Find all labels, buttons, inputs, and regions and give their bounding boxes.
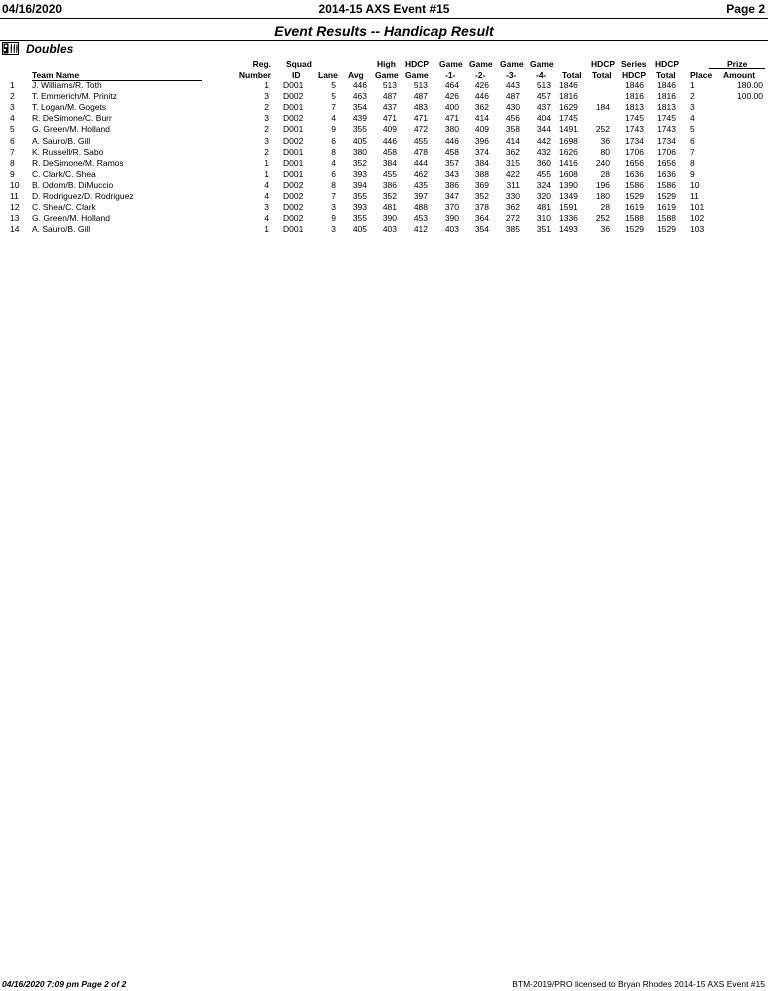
table-row	[0, 158, 768, 169]
report-header	[0, 0, 768, 19]
table-row	[0, 91, 768, 102]
cell-n: 10	[10, 179, 20, 190]
cell-avg: 354	[352, 102, 367, 113]
cell-lane: 8	[331, 179, 336, 190]
cell-team: B. Odom/B. DiMuccio	[32, 179, 114, 190]
cell-reg: 4	[264, 213, 269, 224]
col-hdcp-game-top: HDCP	[405, 59, 430, 69]
cell-series-hdcp: 1745	[625, 113, 644, 124]
cell-g4: 320	[536, 191, 551, 201]
cell-g3: 362	[505, 202, 520, 213]
cell-g1: 386	[444, 179, 459, 190]
cell-hdcp-total: 252	[595, 124, 610, 135]
underline-prize	[709, 68, 765, 69]
cell-team: D. Rodriguez/D. Rodriguez	[32, 191, 134, 201]
section-name: Doubles	[26, 42, 74, 56]
table-row	[0, 136, 768, 147]
cell-hdcp-tot2: 1636	[657, 168, 676, 179]
cell-hdcp-game: 487	[413, 91, 428, 102]
cell-hdcp-total: 80	[600, 146, 610, 157]
cell-hdcp-tot2: 1745	[657, 113, 676, 124]
cell-g3: 311	[506, 179, 520, 190]
cell-hdcp-tot2: 1619	[657, 202, 676, 213]
cell-avg: 352	[352, 157, 367, 168]
col-game2-top: Game	[469, 59, 493, 69]
cell-place: 10	[690, 179, 700, 190]
cell-g4: 404	[536, 113, 551, 124]
cell-hdcp-tot2: 1743	[657, 124, 676, 135]
cell-squad: D001	[283, 80, 304, 90]
cell-n: 13	[10, 213, 20, 224]
cell-high: 455	[382, 168, 397, 179]
cell-lane: 4	[331, 157, 336, 168]
cell-series-hdcp: 1586	[625, 179, 644, 190]
cell-g2: 352	[474, 191, 489, 201]
col-reg-top: Reg.	[252, 59, 271, 69]
cell-hdcp-tot2: 1529	[657, 224, 676, 235]
cell-place: 9	[690, 168, 695, 179]
cell-g1: 357	[444, 157, 459, 168]
cell-hdcp-game: 435	[413, 179, 428, 190]
cell-avg: 405	[352, 224, 367, 235]
cell-reg: 2	[264, 102, 269, 113]
cell-high: 352	[382, 191, 397, 201]
col-hdcp-game-bottom: Game	[405, 70, 429, 80]
cell-g1: 347	[444, 191, 459, 201]
report-title-bar	[0, 22, 768, 41]
cell-reg: 2	[264, 146, 269, 157]
cell-lane: 9	[331, 213, 336, 224]
cell-hdcp-total: 28	[600, 202, 610, 213]
cell-g4: 432	[536, 146, 551, 157]
footer-print-info: 04/16/2020 7:09 pm Page 2 of 2	[2, 979, 127, 989]
col-game3-top: Game	[500, 59, 524, 69]
cell-team: G. Green/M. Holland	[32, 124, 110, 135]
cell-reg: 1	[264, 224, 269, 235]
cell-hdcp-game: 397	[413, 191, 428, 201]
cell-g1: 380	[444, 124, 459, 135]
cell-avg: 394	[352, 179, 367, 190]
cell-high: 384	[382, 157, 397, 168]
cell-lane: 6	[331, 135, 336, 146]
cell-n: 12	[10, 202, 20, 213]
cell-series-hdcp: 1529	[625, 224, 644, 235]
cell-reg: 1	[264, 157, 269, 168]
cell-place: 5	[690, 124, 695, 135]
cell-prize: 100.00	[737, 91, 763, 102]
cell-lane: 7	[331, 191, 336, 201]
cell-place: 2	[690, 91, 695, 102]
cell-squad: D002	[283, 191, 304, 201]
cell-g2: 446	[474, 91, 489, 102]
cell-place: 11	[690, 191, 699, 201]
cell-series-hdcp: 1734	[625, 135, 644, 146]
cell-reg: 4	[264, 191, 269, 201]
cell-g1: 370	[444, 202, 459, 213]
cell-hdcp-game: 488	[413, 202, 428, 213]
cell-g3: 487	[505, 91, 520, 102]
cell-lane: 7	[331, 102, 336, 113]
cell-place: 1	[690, 80, 695, 90]
cell-hdcp-total: 240	[595, 157, 610, 168]
cell-series-hdcp: 1636	[625, 168, 644, 179]
cell-reg: 1	[264, 168, 269, 179]
cell-lane: 3	[331, 224, 336, 235]
cell-reg: 3	[264, 202, 269, 213]
cell-g3: 358	[505, 124, 520, 135]
cell-series-hdcp: 1656	[625, 157, 644, 168]
cell-g2: 354	[474, 224, 489, 235]
col-series-bottom: HDCP	[622, 70, 647, 80]
cell-g3: 422	[505, 168, 520, 179]
cell-series-hdcp: 1816	[625, 91, 644, 102]
table-row	[0, 213, 768, 224]
col-squad-bottom: ID	[292, 70, 301, 80]
cell-place: 103	[690, 224, 705, 235]
cell-hdcp-tot2: 1586	[657, 179, 676, 190]
cell-hdcp-game: 455	[413, 135, 428, 146]
cell-g2: 384	[474, 157, 489, 168]
cell-squad: D001	[283, 168, 304, 179]
cell-high: 437	[382, 102, 397, 113]
cell-total: 1491	[559, 124, 578, 135]
cell-high: 471	[382, 113, 397, 124]
cell-team: J. Williams/R. Toth	[32, 80, 102, 90]
cell-g1: 464	[444, 80, 459, 90]
table-row	[0, 102, 768, 113]
cell-n: 4	[10, 113, 15, 124]
cell-g2: 409	[474, 124, 489, 135]
cell-g2: 369	[474, 179, 489, 190]
cell-hdcp-game: 471	[413, 113, 428, 124]
col-hdcp-total-bottom: Total	[592, 70, 612, 80]
cell-reg: 1	[264, 80, 269, 90]
cell-high: 487	[382, 91, 397, 102]
cell-g3: 430	[505, 102, 520, 113]
cell-squad: D002	[283, 213, 304, 224]
col-reg-bottom: Number	[238, 70, 271, 80]
cell-g4: 360	[536, 157, 551, 168]
cell-g4: 324	[536, 179, 551, 190]
col-hdcp-total2-top: HDCP	[655, 59, 680, 69]
cell-squad: D001	[283, 224, 304, 235]
cell-n: 6	[10, 135, 15, 146]
cell-series-hdcp: 1743	[625, 124, 644, 135]
cell-series-hdcp: 1619	[625, 202, 644, 213]
cell-n: 11	[10, 191, 19, 201]
cell-team: R. DeSimone/C. Burr	[32, 113, 112, 124]
col-hdcp-total-top: HDCP	[591, 59, 616, 69]
cell-g3: 385	[505, 224, 520, 235]
cell-g1: 343	[444, 168, 459, 179]
report-title: Event Results -- Handicap Result	[274, 23, 494, 39]
col-prize-top: Prize	[727, 59, 748, 69]
table-row	[0, 224, 768, 235]
cell-hdcp-total: 184	[595, 102, 610, 113]
bowling-pins-icon	[2, 42, 19, 55]
cell-g4: 442	[536, 135, 551, 146]
cell-high: 386	[382, 179, 397, 190]
cell-high: 403	[382, 224, 397, 235]
cell-hdcp-total: 196	[595, 179, 610, 190]
cell-total: 1629	[559, 102, 578, 113]
col-place: Place	[690, 70, 713, 80]
cell-g2: 378	[474, 202, 489, 213]
cell-team: K. Russell/R. Sabo	[32, 146, 104, 157]
col-game4-bottom: -4-	[536, 70, 547, 80]
cell-n: 5	[10, 124, 15, 135]
cell-reg: 2	[264, 124, 269, 135]
cell-g4: 310	[536, 213, 551, 224]
cell-g2: 362	[474, 102, 489, 113]
cell-hdcp-tot2: 1706	[657, 146, 676, 157]
cell-avg: 355	[352, 124, 367, 135]
cell-g1: 403	[444, 224, 459, 235]
cell-series-hdcp: 1846	[625, 80, 644, 90]
table-row	[0, 202, 768, 213]
table-row	[0, 80, 768, 91]
cell-avg: 463	[352, 91, 367, 102]
cell-place: 8	[690, 157, 695, 168]
cell-g4: 437	[536, 102, 551, 113]
cell-g2: 364	[474, 213, 489, 224]
cell-lane: 4	[331, 113, 336, 124]
cell-total: 1745	[559, 113, 578, 124]
col-prize-bottom: Amount	[723, 70, 756, 80]
cell-g2: 414	[474, 113, 489, 124]
cell-lane: 5	[331, 91, 336, 102]
cell-hdcp-total: 36	[600, 224, 610, 235]
cell-avg: 446	[352, 80, 367, 90]
col-game1-bottom: -1-	[445, 70, 456, 80]
cell-g3: 443	[505, 80, 520, 90]
cell-place: 101	[690, 202, 705, 213]
cell-reg: 3	[264, 91, 269, 102]
cell-place: 7	[690, 146, 695, 157]
cell-avg: 405	[352, 135, 367, 146]
cell-lane: 8	[331, 146, 336, 157]
cell-g1: 400	[444, 102, 459, 113]
cell-g1: 458	[444, 146, 459, 157]
cell-high: 446	[382, 135, 397, 146]
cell-g3: 414	[505, 135, 520, 146]
cell-hdcp-total: 28	[600, 168, 610, 179]
cell-hdcp-game: 478	[413, 146, 428, 157]
cell-g2: 374	[474, 146, 489, 157]
col-game2-bottom: -2-	[475, 70, 486, 80]
col-squad-top: Squad	[286, 59, 312, 69]
cell-hdcp-game: 462	[413, 168, 428, 179]
table-row	[0, 180, 768, 191]
col-team-name: Team Name	[32, 70, 80, 80]
cell-g3: 330	[505, 191, 520, 201]
cell-prize: 180.00	[737, 80, 763, 90]
cell-reg: 3	[264, 113, 269, 124]
cell-place: 102	[690, 213, 705, 224]
cell-total: 1816	[559, 91, 578, 102]
cell-hdcp-game: 412	[413, 224, 428, 235]
cell-squad: D002	[283, 179, 304, 190]
cell-n: 2	[10, 91, 15, 102]
cell-series-hdcp: 1813	[625, 102, 644, 113]
table-row	[0, 169, 768, 180]
cell-series-hdcp: 1529	[625, 191, 644, 201]
cell-hdcp-tot2: 1734	[657, 135, 676, 146]
cell-total: 1608	[559, 168, 578, 179]
cell-series-hdcp: 1588	[625, 213, 644, 224]
cell-place: 6	[690, 135, 695, 146]
cell-hdcp-total: 180	[595, 191, 610, 201]
cell-high: 513	[382, 80, 397, 90]
cell-total: 1591	[559, 202, 578, 213]
cell-total: 1846	[559, 80, 578, 90]
cell-hdcp-tot2: 1588	[657, 213, 676, 224]
header-page-number: Page 2	[726, 2, 765, 16]
cell-squad: D002	[283, 91, 304, 102]
cell-series-hdcp: 1706	[625, 146, 644, 157]
cell-avg: 393	[352, 168, 367, 179]
cell-squad: D001	[283, 157, 304, 168]
cell-lane: 6	[331, 168, 336, 179]
report-footer	[0, 978, 768, 991]
cell-avg: 355	[352, 191, 367, 201]
cell-team: T. Emmerich/M. Prinitz	[32, 91, 118, 102]
table-row	[0, 147, 768, 158]
cell-team: C. Clark/C. Shea	[32, 168, 96, 179]
cell-hdcp-game: 472	[413, 124, 428, 135]
cell-total: 1390	[559, 179, 578, 190]
cell-total: 1698	[559, 135, 578, 146]
cell-reg: 4	[264, 179, 269, 190]
header-date: 04/16/2020	[2, 2, 63, 16]
col-total: Total	[562, 70, 582, 80]
col-game1-top: Game	[439, 59, 463, 69]
cell-g2: 396	[474, 135, 489, 146]
cell-team: A. Sauro/B. Gill	[32, 135, 91, 146]
col-game4-top: Game	[530, 59, 554, 69]
col-high-bottom: Game	[375, 70, 399, 80]
cell-lane: 3	[331, 202, 336, 213]
cell-team: C. Shea/C. Clark	[32, 202, 96, 213]
col-hdcp-total2-bottom: Total	[656, 70, 676, 80]
cell-avg: 393	[352, 202, 367, 213]
cell-hdcp-tot2: 1656	[657, 157, 676, 168]
cell-team: T. Logan/M. Gogets	[32, 102, 107, 113]
cell-n: 8	[10, 157, 15, 168]
cell-team: A. Sauro/B. Gill	[32, 224, 91, 235]
cell-squad: D002	[283, 113, 304, 124]
cell-high: 481	[382, 202, 397, 213]
footer-license: BTM-2019/PRO licensed to Bryan Rhodes 2014-15 AXS Event #15	[512, 979, 765, 989]
cell-g3: 362	[505, 146, 520, 157]
cell-high: 458	[382, 146, 397, 157]
cell-hdcp-game: 444	[413, 157, 428, 168]
cell-hdcp-game: 453	[413, 213, 428, 224]
cell-team: G. Green/M. Holland	[32, 213, 110, 224]
cell-total: 1626	[559, 146, 578, 157]
cell-total: 1493	[559, 224, 578, 235]
cell-g4: 481	[536, 202, 551, 213]
cell-n: 1	[10, 80, 15, 90]
cell-total: 1349	[559, 191, 578, 201]
cell-g4: 455	[536, 168, 551, 179]
cell-avg: 439	[352, 113, 367, 124]
cell-hdcp-total: 252	[595, 213, 610, 224]
cell-total: 1336	[559, 213, 578, 224]
table-row	[0, 113, 768, 124]
cell-g1: 471	[444, 113, 459, 124]
cell-squad: D002	[283, 135, 304, 146]
cell-g1: 426	[444, 91, 459, 102]
cell-team: R. DeSimone/M. Ramos	[32, 157, 124, 168]
cell-high: 409	[382, 124, 397, 135]
cell-squad: D001	[283, 102, 304, 113]
cell-avg: 380	[352, 146, 367, 157]
col-series-top: Series	[621, 59, 647, 69]
cell-g1: 446	[444, 135, 459, 146]
cell-n: 14	[10, 224, 20, 235]
cell-squad: D002	[283, 202, 304, 213]
col-high-top: High	[377, 59, 396, 69]
cell-squad: D001	[283, 146, 304, 157]
cell-hdcp-tot2: 1529	[657, 191, 676, 201]
cell-g1: 390	[444, 213, 459, 224]
cell-g4: 513	[536, 80, 551, 90]
table-row	[0, 124, 768, 135]
cell-squad: D001	[283, 124, 304, 135]
cell-place: 4	[690, 113, 695, 124]
cell-hdcp-game: 483	[413, 102, 428, 113]
cell-n: 3	[10, 102, 15, 113]
cell-g2: 426	[474, 80, 489, 90]
col-game3-bottom: -3-	[506, 70, 517, 80]
cell-hdcp-tot2: 1813	[657, 102, 676, 113]
cell-lane: 9	[331, 124, 336, 135]
cell-reg: 3	[264, 135, 269, 146]
cell-g2: 388	[474, 168, 489, 179]
cell-hdcp-game: 513	[413, 80, 428, 90]
cell-n: 7	[10, 146, 15, 157]
table-row	[0, 191, 768, 202]
cell-g4: 344	[536, 124, 551, 135]
col-avg: Avg	[348, 70, 364, 80]
cell-total: 1416	[559, 157, 578, 168]
cell-hdcp-total: 36	[600, 135, 610, 146]
header-event-name: 2014-15 AXS Event #15	[318, 2, 450, 16]
cell-g3: 272	[505, 213, 520, 224]
cell-lane: 5	[331, 80, 336, 90]
col-lane: Lane	[318, 70, 338, 80]
cell-high: 390	[382, 213, 397, 224]
cell-g3: 456	[505, 113, 520, 124]
cell-g4: 351	[536, 224, 551, 235]
cell-hdcp-tot2: 1846	[657, 80, 676, 90]
cell-g3: 315	[505, 157, 520, 168]
cell-hdcp-tot2: 1816	[657, 91, 676, 102]
cell-place: 3	[690, 102, 695, 113]
cell-g4: 457	[536, 91, 551, 102]
cell-n: 9	[10, 168, 15, 179]
cell-avg: 355	[352, 213, 367, 224]
